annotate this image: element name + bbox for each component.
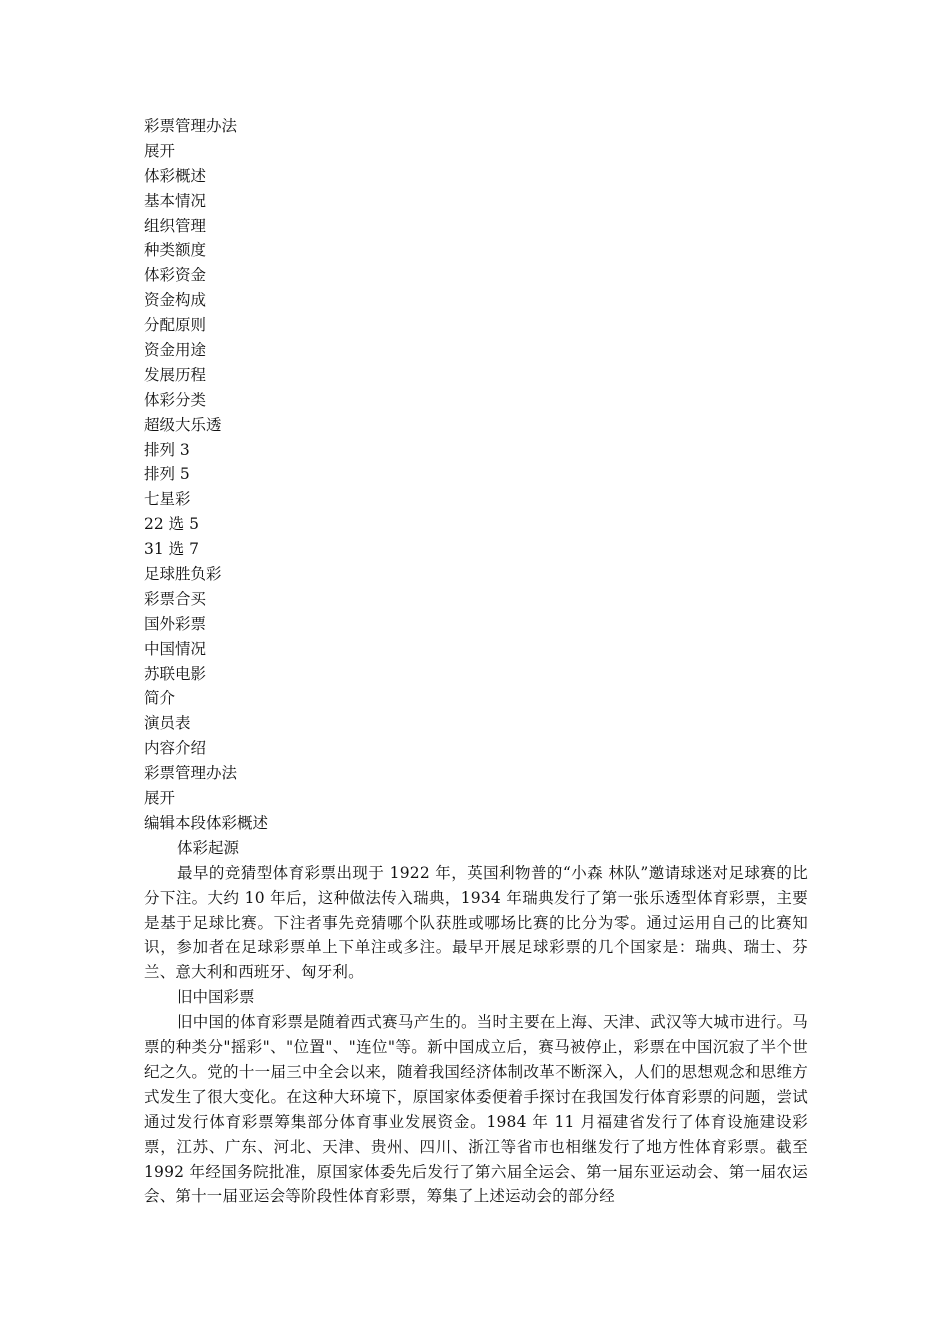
toc-item: 发展历程 <box>144 365 207 384</box>
toc-item: 七星彩 <box>144 490 191 509</box>
toc-item: 组织管理 <box>144 216 207 235</box>
toc-item: 内容介绍 <box>144 739 207 758</box>
toc-item: 演员表 <box>144 714 191 733</box>
toc-item: 排列 3 <box>144 440 190 459</box>
subsection-title: 旧中国彩票 <box>177 988 255 1007</box>
table-of-contents <box>144 114 808 811</box>
toc-item: 彩票管理办法 <box>144 117 238 135</box>
toc-item: 展开 <box>144 789 176 808</box>
toc-item: 22 选 5 <box>144 515 199 534</box>
document-page <box>144 114 808 1209</box>
subsection-title: 体彩起源 <box>177 838 240 857</box>
toc-item: 彩票合买 <box>144 589 207 608</box>
toc-item: 种类额度 <box>144 241 207 260</box>
toc-item: 体彩概述 <box>144 166 207 185</box>
toc-item: 体彩分类 <box>144 390 207 409</box>
section-old-china <box>144 985 808 1209</box>
toc-item: 分配原则 <box>144 316 207 335</box>
toc-item: 排列 5 <box>144 465 190 484</box>
toc-item: 中国情况 <box>144 639 207 658</box>
toc-item: 31 选 7 <box>144 540 199 559</box>
section-origin <box>144 836 808 985</box>
body-paragraph: 最早的竞猜型体育彩票出现于 1922 年，英国利物普的“小森 林队”邀请球迷对足球赛的比分下注。大约 10 年后，这种做法传入瑞典，1934 年瑞典发行了第一张乐透型体育彩票，主要是基于足球比赛。下注者事先竞猜哪个队获胜或哪场比赛的比分为零。通过运用自己的比赛知识，参加者在足球彩票单上下单注或多注。最早开展足球彩票的几个国家是：瑞典、瑞士、芬兰、意大利和西班牙、匈牙利。 <box>144 863 808 982</box>
toc-item: 足球胜负彩 <box>144 565 222 584</box>
toc-item: 资金构成 <box>144 291 207 310</box>
toc-item: 资金用途 <box>144 341 207 360</box>
toc-item: 苏联电影 <box>144 664 207 683</box>
toc-item: 简介 <box>144 689 176 708</box>
body-paragraph: 旧中国的体育彩票是随着西式赛马产生的。当时主要在上海、天津、武汉等大城市进行。马票的种类分"摇彩"、"位置"、"连位"等。新中国成立后，赛马被停止，彩票在中国沉寂了半个世纪之久。党的十一届三中全会以来，随着我国经济体制改革不断深入，人们的思想观念和思维方式发生了很大变化。在这种大环境下，原国家体委便着手探讨在我国发行体育彩票的问题，尝试通过发行体育彩票筹集部分体育事业发展资金。1984 年 11 月福建省发行了体育设施建设彩票，江苏、广东、河北、天津、贵州、四川、浙江等省市也相继发行了地方性体育彩票。截至 1992 年经国务院批准，原国家体委先后发行了第六届全运会、第一届东亚运动会、第一届农运会、第十一届亚运会等阶段性体育彩票，筹集了上述运动会的部分经 <box>144 1013 808 1206</box>
toc-item: 彩票管理办法 <box>144 764 238 783</box>
toc-item: 国外彩票 <box>144 614 207 633</box>
toc-item: 基本情况 <box>144 191 207 210</box>
toc-item: 体彩资金 <box>144 266 207 285</box>
toc-item: 展开 <box>144 141 176 160</box>
toc-item: 超级大乐透 <box>144 415 222 434</box>
section-heading: 编辑本段体彩概述 <box>144 813 269 832</box>
